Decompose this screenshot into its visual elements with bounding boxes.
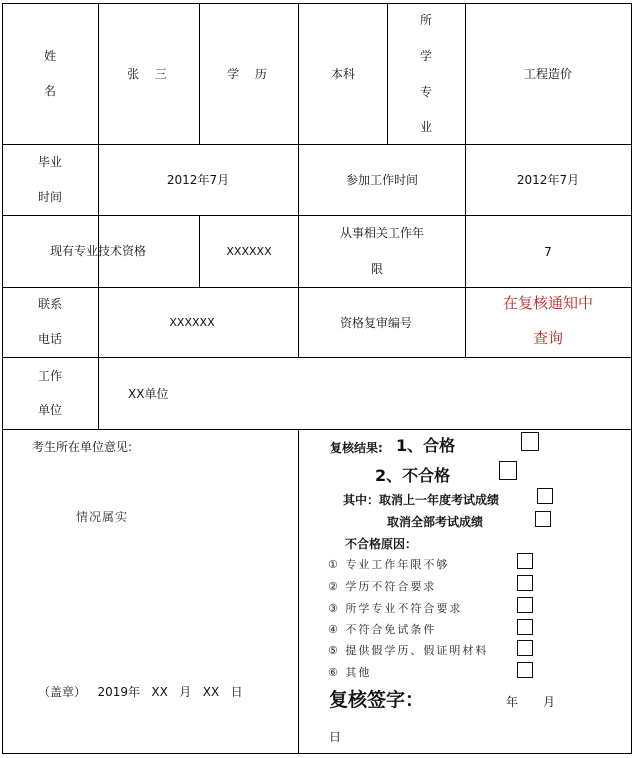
table-rule (387, 3, 388, 144)
reviewer-signature-label: 复核签字： (329, 689, 425, 711)
name-value: 张 三 (127, 67, 173, 81)
table-rule (2, 144, 632, 145)
graduation-label: 时间 (37, 190, 63, 204)
qualification-review-form (2, 3, 632, 754)
cancel-all-checkbox[interactable] (535, 511, 551, 527)
signature-year: 年 (506, 695, 519, 709)
phone-label: 电话 (37, 332, 63, 346)
reason-checkbox[interactable] (517, 597, 533, 613)
table-rule (2, 215, 632, 216)
reason-checkbox[interactable] (517, 640, 533, 656)
table-border-right (631, 3, 632, 754)
major-value: 工程造价 (523, 67, 573, 81)
signature-month: 月 (543, 695, 556, 709)
major-label: 所 (419, 13, 433, 27)
table-rule (298, 429, 299, 754)
reason-item: ② 学历不符合要求 (328, 580, 437, 593)
opinion-content: 情况属实 (76, 510, 129, 524)
graduation-label: 毕业 (37, 155, 63, 169)
table-rule (298, 3, 299, 357)
unit-label: 工作 (37, 369, 63, 383)
review-number-note: 查询 (532, 329, 564, 347)
table-rule (465, 3, 466, 357)
pass-checkbox[interactable] (521, 432, 539, 451)
qualification-label: 现有专业技术资格 (49, 244, 147, 258)
review-result-label: 复核结果: (330, 441, 383, 455)
major-label: 学 (419, 49, 433, 63)
years-label: 限 (370, 262, 384, 276)
work-start-label: 参加工作时间 (345, 173, 419, 187)
education-value: 本科 (330, 67, 356, 81)
reason-item: ⑥ 其他 (328, 666, 372, 679)
graduation-value: 2012年7月 (166, 173, 230, 187)
review-number-label: 资格复审编号 (339, 316, 413, 330)
phone-value: XXXXXX (169, 316, 215, 329)
table-rule (2, 429, 632, 430)
table-rule (98, 3, 99, 429)
table-rule (2, 287, 632, 288)
table-border-bottom (2, 753, 632, 754)
unit-value: XX单位 (128, 387, 169, 401)
years-value: 7 (544, 245, 552, 259)
name-label: 名 (43, 84, 57, 98)
cancel-all-option: 取消全部考试成绩 (387, 515, 484, 529)
result-pass: 1、合格 (396, 436, 456, 455)
work-start-value: 2012年7月 (516, 173, 580, 187)
table-border-left (2, 3, 3, 754)
table-border-top (2, 3, 632, 4)
reason-checkbox[interactable] (517, 662, 533, 678)
unit-label: 单位 (37, 403, 63, 417)
review-number-note: 在复核通知中 (502, 294, 594, 312)
cancel-last-year-checkbox[interactable] (537, 488, 553, 504)
years-label: 从事相关工作年 (339, 226, 425, 240)
fail-checkbox[interactable] (499, 461, 517, 480)
table-rule (199, 3, 200, 144)
table-rule (2, 357, 632, 358)
reason-checkbox[interactable] (517, 553, 533, 569)
reason-item: ④ 不符合免试条件 (328, 623, 437, 636)
reason-item: ① 专业工作年限不够 (328, 558, 450, 571)
table-rule (199, 215, 200, 287)
major-label: 专 (419, 85, 433, 99)
failure-reason-title: 不合格原因： (345, 537, 418, 551)
seal-date-line: （盖章） 2019年 XX 月 XX 日 (38, 685, 243, 699)
name-label: 姓 (43, 49, 57, 63)
reason-item: ⑤ 提供假学历、假证明材料 (328, 644, 489, 657)
phone-label: 联系 (37, 297, 63, 311)
result-fail: 2、不合格 (375, 466, 451, 485)
major-label: 业 (419, 120, 433, 134)
reason-checkbox[interactable] (517, 575, 533, 591)
reason-checkbox[interactable] (517, 619, 533, 635)
opinion-title: 考生所在单位意见: (32, 440, 133, 454)
cancel-last-year-option: 其中：取消上一年度考试成绩 (343, 493, 500, 507)
reason-item: ③ 所学专业不符合要求 (328, 602, 463, 615)
qualification-value: XXXXXX (226, 245, 272, 258)
signature-day: 日 (329, 730, 342, 744)
education-label: 学 历 (227, 67, 273, 81)
